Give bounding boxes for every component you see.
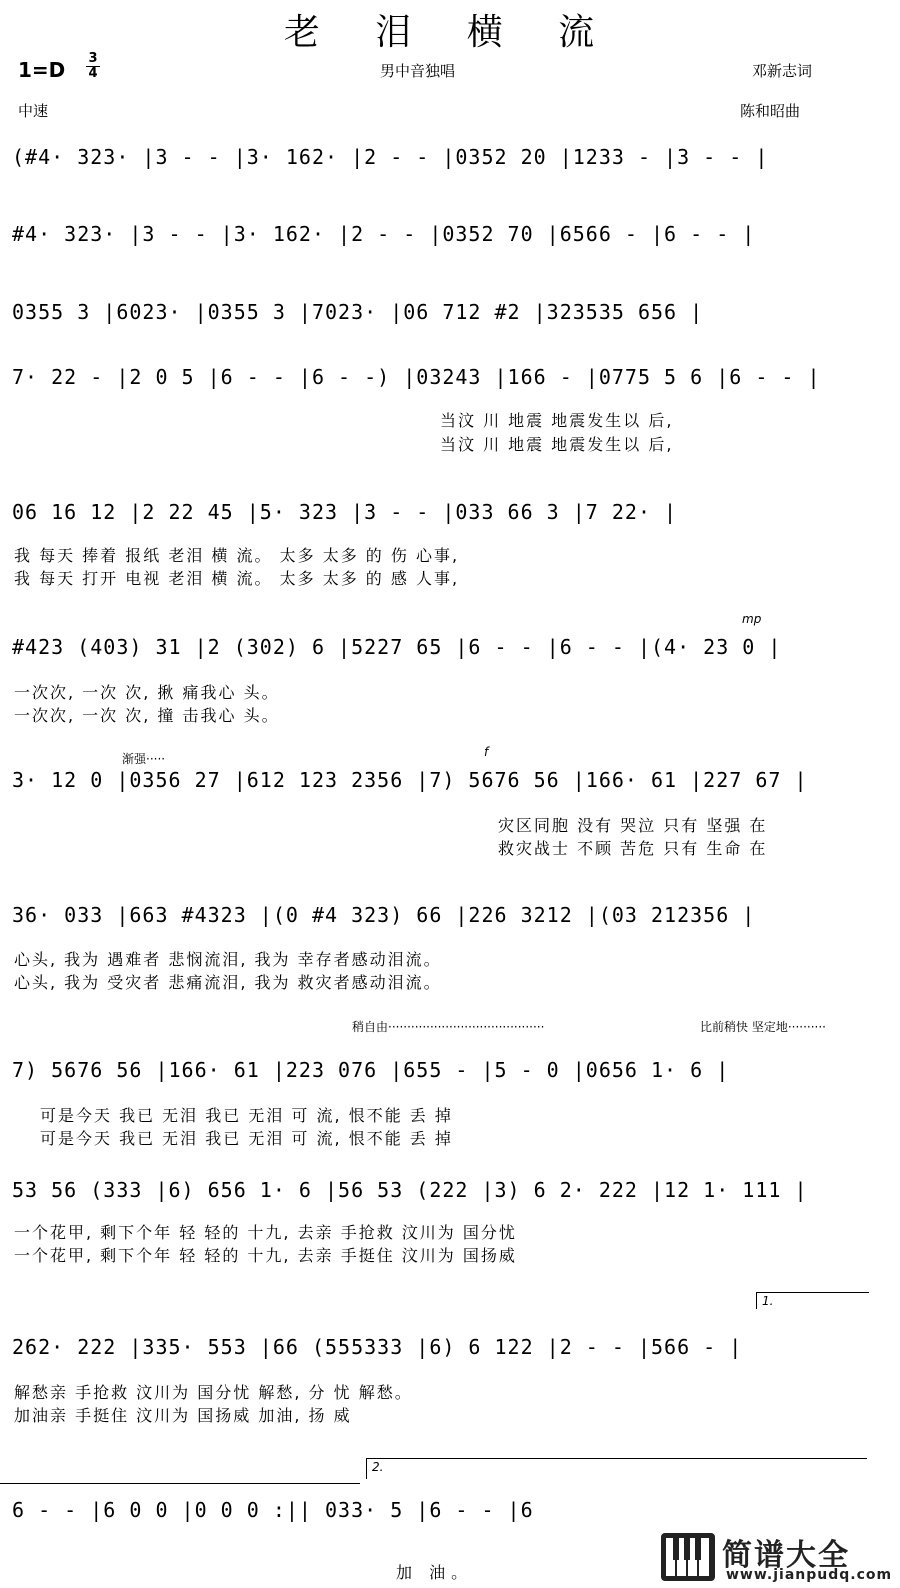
score-line-5-lyrics-verse-2: 我 每天 打开 电视 老泪 横 流。 太多 太多 的 感 人事, xyxy=(14,569,460,588)
score-line-10-notes: 53 56 (333 |6) 656 1· 6 |56 53 (222 |3) 6 2· 222 |12 1· 111 | xyxy=(12,1178,808,1202)
composer-credit: 陈和昭曲 xyxy=(740,102,801,120)
piano-keys-icon xyxy=(660,1532,716,1582)
time-numerator: 3 xyxy=(88,51,98,66)
tempo-marking: 中速 xyxy=(18,102,49,120)
tempo-change-mark: 比前稍快 坚定地·········· xyxy=(700,1020,826,1034)
lyricist-credit: 邓新志词 xyxy=(752,62,813,80)
site-logo xyxy=(660,1530,895,1585)
dynamic-f: f xyxy=(484,745,489,759)
ending-1-continuation-line xyxy=(0,1483,360,1484)
score-line-5-lyrics-verse-1: 我 每天 捧着 报纸 老泪 横 流。 太多 太多 的 伤 心事, xyxy=(14,546,460,565)
score-line-4-lyrics-verse-2: 当汶 川 地震 地震发生以 后, xyxy=(440,435,674,454)
ending-1-label: 1. xyxy=(762,1294,774,1308)
score-line-6-notes: #423 (403) 31 |2 (302) 6 |5227 65 |6 - - |6 - - |(4· 23 0 | xyxy=(12,635,782,659)
score-line-11-notes: 262· 222 |335· 553 |66 (555333 |6) 6 122 |2 - - |566 - | xyxy=(12,1335,743,1359)
score-line-5-notes: 06 16 12 |2 22 45 |5· 323 |3 - - |033 66 3 |7 22· | xyxy=(12,500,678,524)
score-line-8-lyrics-verse-1: 心头, 我为 遇难者 悲悯流泪, 我为 幸存者感动泪流。 xyxy=(14,950,442,969)
score-line-12-lyrics: 加 油。 xyxy=(396,1563,474,1582)
time-signature xyxy=(86,52,100,81)
score-line-11-lyrics-verse-2: 加油亲 手挺住 汶川为 国扬威 加油, 扬 威 xyxy=(14,1406,352,1425)
score-line-7-lyrics-verse-2: 救灾战士 不顾 苦危 只有 生命 在 xyxy=(498,839,768,858)
score-line-9-notes: 7) 5676 56 |166· 61 |223 076 |655 - |5 - 0 |0656 1· 6 | xyxy=(12,1058,730,1082)
score-line-10-lyrics-verse-2: 一个花甲, 剩下个年 轻 轻的 十九, 去亲 手挺住 汶川为 国扬威 xyxy=(14,1246,517,1265)
voice-type: 男中音独唱 xyxy=(380,62,456,80)
crescendo-mark: 渐强····· xyxy=(122,752,166,766)
time-denominator: 4 xyxy=(86,66,100,81)
score-line-7-lyrics-verse-1: 灾区同胞 没有 哭泣 只有 坚强 在 xyxy=(498,816,768,835)
score-line-10-lyrics-verse-1: 一个花甲, 剩下个年 轻 轻的 十九, 去亲 手抢救 汶川为 国分忧 xyxy=(14,1223,517,1242)
score-line-1-notes: (#4· 323· |3 - - |3· 162· |2 - - |0352 20 |1233 - |3 - - | xyxy=(12,145,769,169)
ending-2-bracket xyxy=(366,1458,867,1479)
score-line-4-lyrics-verse-1: 当汶 川 地震 地震发生以 后, xyxy=(440,411,674,430)
score-line-11-lyrics-verse-1: 解愁亲 手抢救 汶川为 国分忧 解愁, 分 忧 解愁。 xyxy=(14,1383,413,1402)
score-line-7-notes: 3· 12 0 |0356 27 |612 123 2356 |7) 5676 56 |166· 61 |227 67 | xyxy=(12,768,808,792)
score-line-8-notes: 36· 033 |663 #4323 |(0 #4 323) 66 |226 3212 |(03 212356 | xyxy=(12,903,756,927)
ending-2-label: 2. xyxy=(372,1460,384,1474)
score-line-12-notes: 6 - - |6 0 0 |0 0 0 :|| 033· 5 |6 - - |6 xyxy=(12,1498,534,1522)
dynamic-mp: mp xyxy=(742,612,762,626)
score-line-2-notes: #4· 323· |3 - - |3· 162· |2 - - |0352 70 |6566 - |6 - - | xyxy=(12,222,756,246)
site-logo-url: www.jianpudq.com xyxy=(726,1567,893,1583)
score-line-8-lyrics-verse-2: 心头, 我为 受灾者 悲痛流泪, 我为 救灾者感动泪流。 xyxy=(14,973,442,992)
song-title: 老 泪 横 流 xyxy=(283,12,617,53)
score-line-9-lyrics-verse-2: 可是今天 我已 无泪 我已 无泪 可 流, 恨不能 丢 掉 xyxy=(40,1129,453,1148)
site-logo-text: 简谱大全 xyxy=(722,1538,850,1573)
score-line-6-lyrics-verse-2: 一次次, 一次 次, 撞 击我心 头。 xyxy=(14,706,280,725)
score-line-3-notes: 0355 3 |6023· |0355 3 |7023· |06 712 #2 |323535 656 | xyxy=(12,300,704,324)
score-line-4-notes: 7· 22 - |2 0 5 |6 - - |6 - -) |03243 |166 - |0775 5 6 |6 - - | xyxy=(12,365,821,389)
score-line-9-lyrics-verse-1: 可是今天 我已 无泪 我已 无泪 可 流, 恨不能 丢 掉 xyxy=(40,1106,453,1125)
key-signature: 1=D xyxy=(18,58,66,82)
score-line-6-lyrics-verse-1: 一次次, 一次 次, 揪 痛我心 头。 xyxy=(14,683,280,702)
rubato-mark: 稍自由········································· xyxy=(352,1020,545,1034)
